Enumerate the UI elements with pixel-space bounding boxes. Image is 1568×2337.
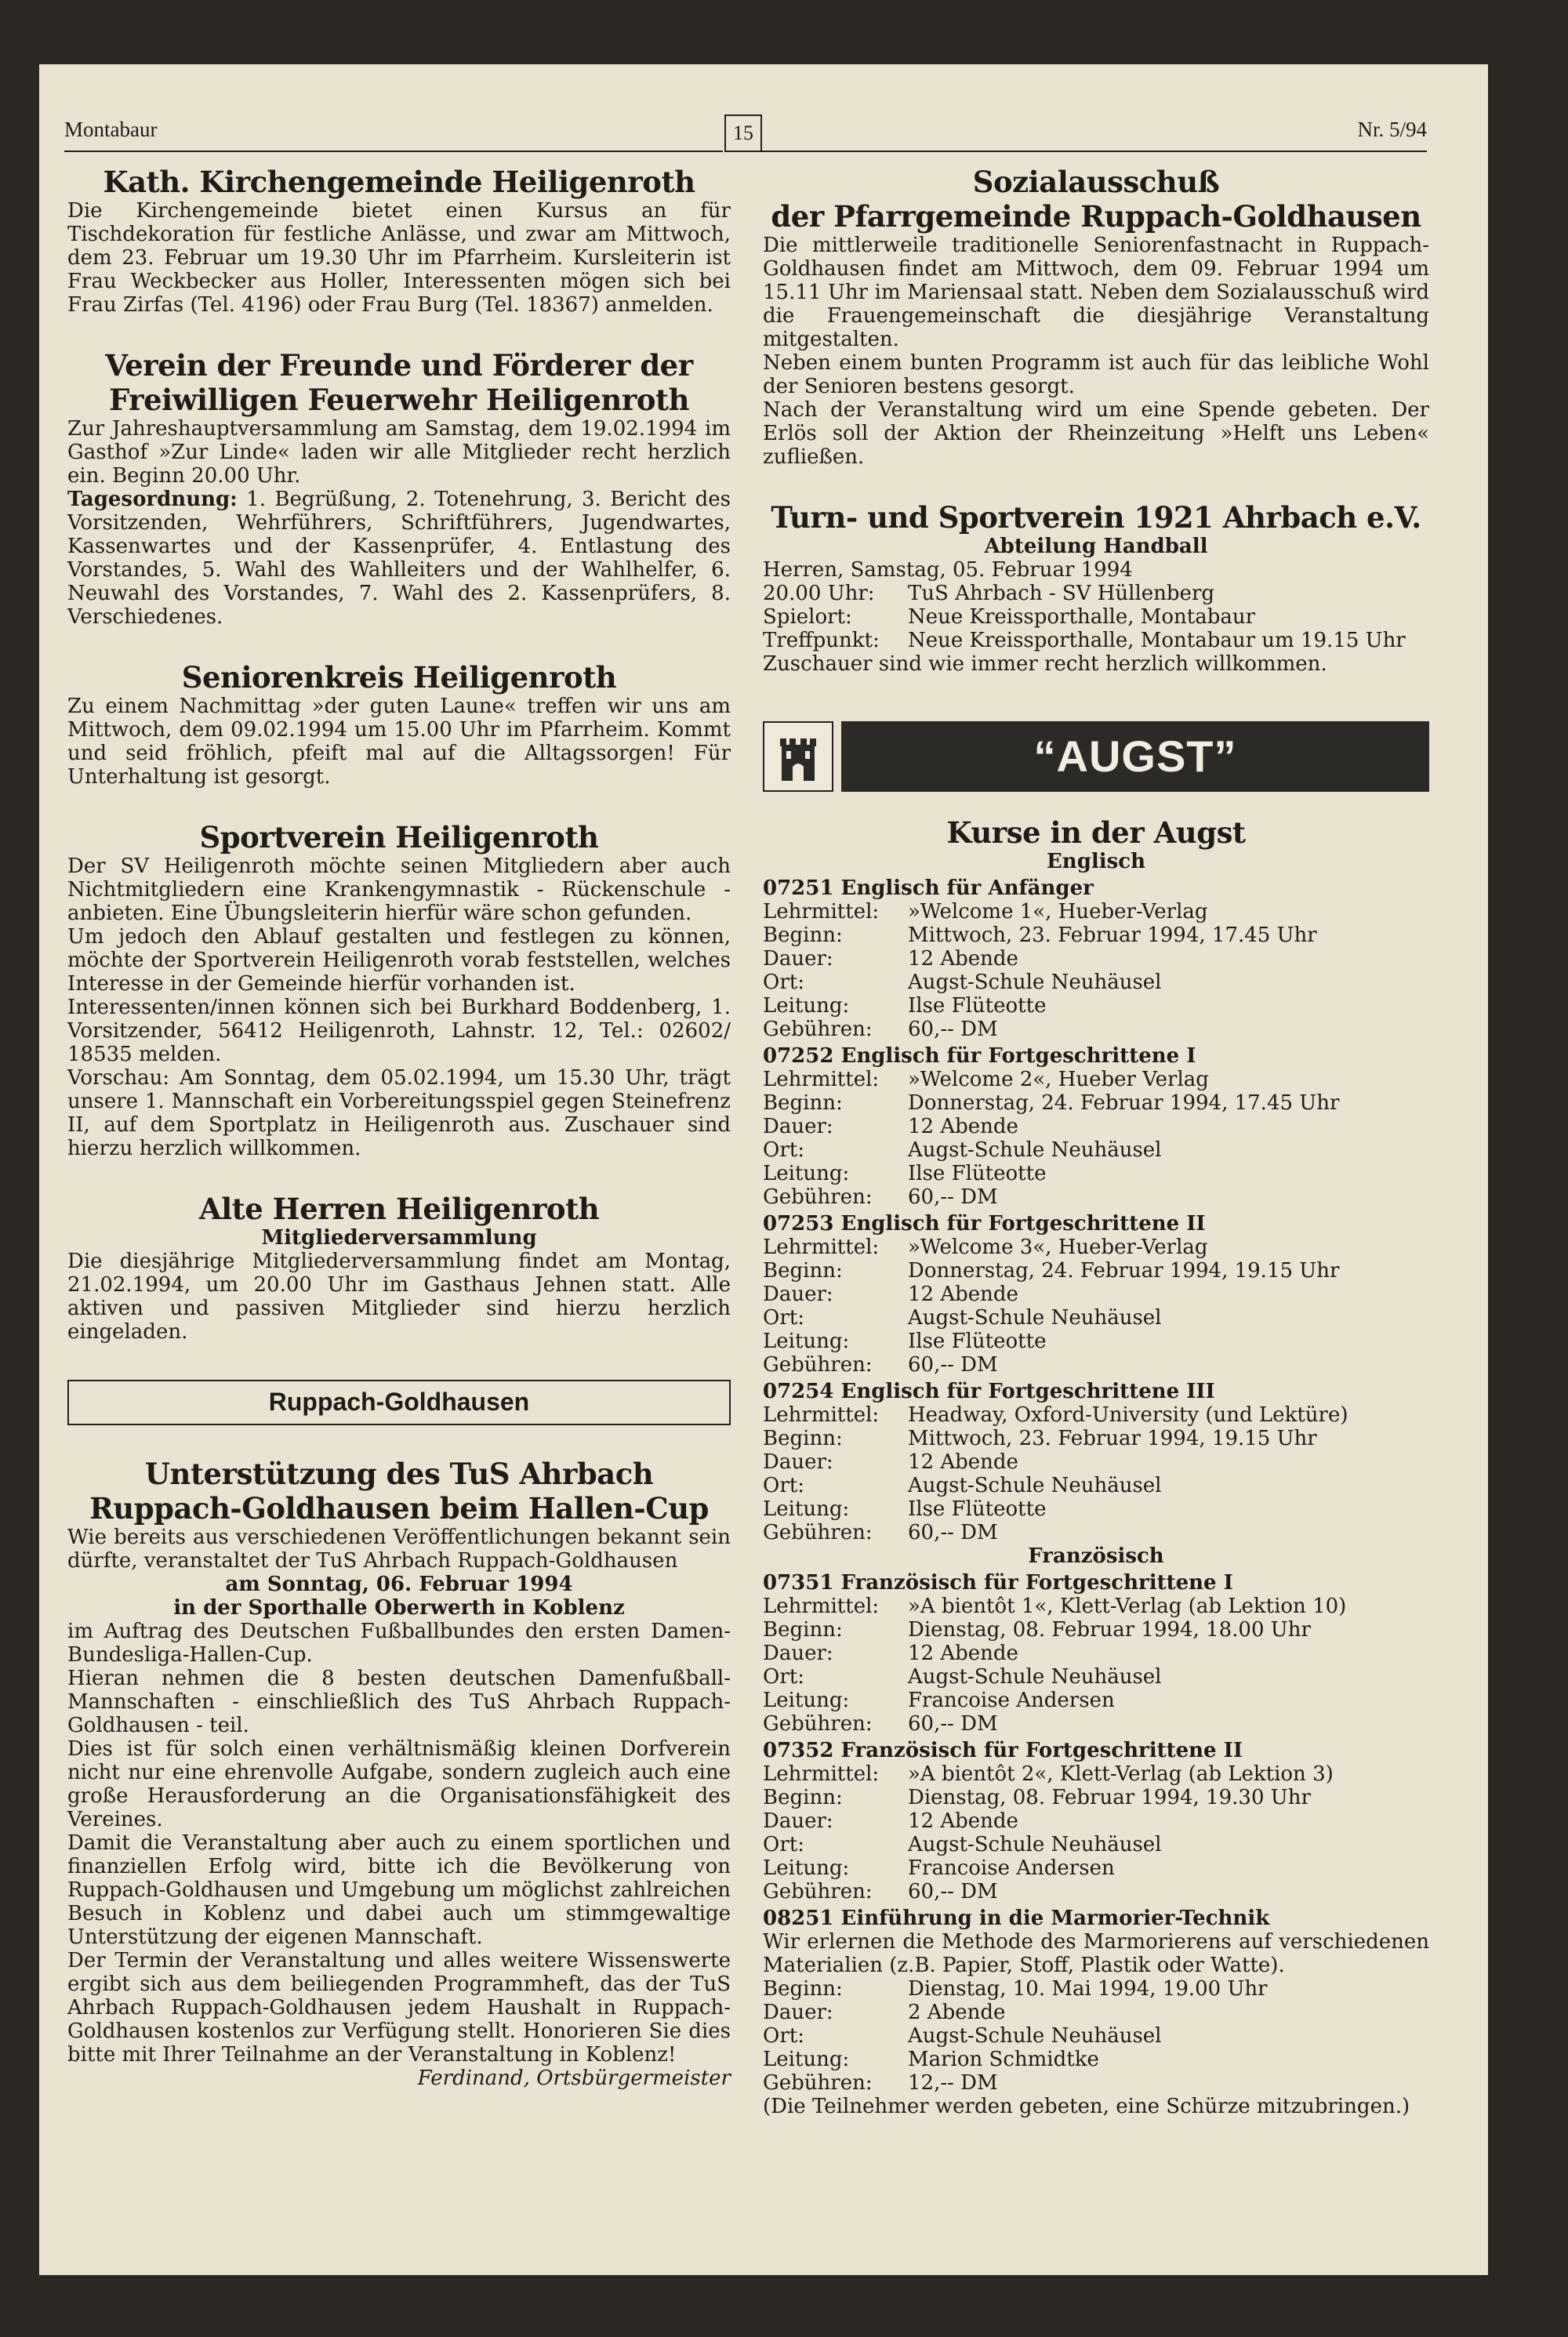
course-details bbox=[763, 1068, 1339, 1209]
match-table bbox=[763, 582, 1406, 652]
detail-value: Ilse Flüteotte bbox=[908, 1330, 1047, 1353]
detail-value: Mittwoch, 23. Februar 1994, 17.45 Uhr bbox=[908, 924, 1317, 947]
article-feuerwehr bbox=[67, 348, 731, 629]
detail-row bbox=[763, 1712, 1346, 1736]
detail-value: 12 Abende bbox=[908, 1642, 1018, 1665]
detail-row bbox=[763, 629, 1406, 652]
detail-row bbox=[763, 947, 1317, 971]
detail-value: 12 Abende bbox=[908, 1115, 1018, 1138]
title-line-2: Ruppach-Goldhausen beim Hallen-Cup bbox=[89, 1491, 709, 1526]
detail-row bbox=[763, 1403, 1348, 1427]
detail-row bbox=[763, 1642, 1346, 1665]
detail-value: Augst-Schule Neuhäusel bbox=[908, 1474, 1162, 1497]
detail-label: Beginn: bbox=[763, 1618, 843, 1642]
detail-row bbox=[763, 605, 1406, 629]
detail-label: Beginn: bbox=[763, 1091, 843, 1115]
article-text: Die mittlerweile traditionelle Seniorenfastnacht in Ruppach-Goldhausen findet am Mittwoch, dem 09. Februar 1994 um 15.11 Uhr im Mariensaal statt. Neben dem Sozialausschuß wird die Frauengemeinschaft die diesjährige Veranstaltung mitgestalten. bbox=[763, 234, 1429, 351]
detail-label: Gebühren: bbox=[763, 1185, 873, 1209]
article-senioren bbox=[67, 660, 731, 789]
detail-row bbox=[763, 1236, 1339, 1259]
detail-value: Ilse Flüteotte bbox=[908, 1497, 1047, 1521]
detail-label: Lehrmittel: bbox=[763, 1403, 880, 1427]
course-block bbox=[763, 876, 1429, 1041]
detail-label: Ort: bbox=[763, 1474, 804, 1497]
detail-label: Ort: bbox=[763, 1665, 804, 1689]
detail-label: Leitung: bbox=[763, 1856, 850, 1880]
detail-label: Dauer: bbox=[763, 1450, 833, 1474]
detail-value: Marion Schmidtke bbox=[908, 2048, 1099, 2071]
article-sozial bbox=[763, 165, 1429, 469]
detail-label: Gebühren: bbox=[763, 1880, 873, 1903]
detail-label: Treffpunkt: bbox=[763, 629, 880, 652]
article-text: Die diesjährige Mitgliederversammlung findet am Montag, 21.02.1994, um 20.00 Uhr im Gasthaus Jehnen statt. Alle aktiven und passiven Mitglieder sind hierzu herzlich eingeladen. bbox=[67, 1250, 731, 1344]
detail-label: Beginn: bbox=[763, 1786, 843, 1809]
match-line: Herren, Samstag, 05. Februar 1994 bbox=[763, 558, 1133, 582]
detail-label: Lehrmittel: bbox=[763, 1762, 880, 1786]
detail-row bbox=[763, 1833, 1334, 1856]
detail-row bbox=[763, 1259, 1339, 1283]
course-details bbox=[763, 1595, 1346, 1736]
article-title: Alte Herren Heiligenroth bbox=[198, 1192, 600, 1226]
detail-value: 60,-- DM bbox=[908, 1185, 998, 1209]
article-title bbox=[67, 1457, 731, 1526]
detail-value: Mittwoch, 23. Februar 1994, 19.15 Uhr bbox=[908, 1427, 1317, 1450]
detail-row bbox=[763, 1762, 1334, 1786]
course-note: (Die Teilnehmer werden gebeten, eine Schürze mitzubringen.) bbox=[763, 2095, 1410, 2118]
detail-row bbox=[763, 1162, 1339, 1185]
article-text: Wie bereits aus verschiedenen Veröffentlichungen bekannt sein dürfte, veranstaltet der TuS Ahrbach Ruppach-Goldhausen bbox=[67, 1526, 731, 1573]
course-details bbox=[763, 1236, 1339, 1377]
article-subtitle: Abteilung Handball bbox=[984, 535, 1208, 558]
detail-row bbox=[763, 1665, 1346, 1689]
banner-title: “AUGST” bbox=[841, 721, 1429, 792]
article-text: Damit die Veranstaltung aber auch zu einem sportlichen und finanziellen Erfolg wird, bitte ich die Bevölkerung von Ruppach-Goldhausen und Umgebung um möglichst zahlreichen Besuch in Koblenz und dabei auch um stimmgewaltige Unterstützung der eigenen Mannschaft. bbox=[67, 1831, 731, 1949]
detail-label: Ort: bbox=[763, 1138, 804, 1162]
detail-row bbox=[763, 1595, 1346, 1618]
augst-banner bbox=[763, 721, 1429, 792]
detail-value: Donnerstag, 24. Februar 1994, 19.15 Uhr bbox=[908, 1259, 1340, 1283]
detail-label: Lehrmittel: bbox=[763, 900, 880, 924]
article-text: Zur Jahreshauptversammlung am Samstag, dem 19.02.1994 im Gasthof »Zur Linde« laden wir alle Mitglieder recht herzlich ein. Beginn 20.00 Uhr. bbox=[67, 417, 731, 488]
detail-value: Augst-Schule Neuhäusel bbox=[908, 2024, 1162, 2048]
detail-label: Beginn: bbox=[763, 1427, 843, 1450]
detail-label: Ort: bbox=[763, 2024, 804, 2048]
article-kirche bbox=[67, 165, 731, 317]
detail-label: Dauer: bbox=[763, 1115, 833, 1138]
detail-value: 60,-- DM bbox=[908, 1521, 998, 1544]
detail-value: 2 Abende bbox=[908, 2001, 1006, 2024]
detail-label: Gebühren: bbox=[763, 1353, 873, 1377]
course-details bbox=[763, 1977, 1268, 2095]
detail-value: Augst-Schule Neuhäusel bbox=[908, 971, 1162, 994]
detail-row bbox=[763, 1856, 1334, 1880]
section-title: Kurse in der Augst bbox=[946, 815, 1246, 850]
detail-label: Dauer: bbox=[763, 1809, 833, 1833]
section-box-ruppach: Ruppach-Goldhausen bbox=[67, 1380, 731, 1425]
article-title: Turn- und Sportverein 1921 Ahrbach e.V. bbox=[771, 500, 1421, 535]
detail-value: Augst-Schule Neuhäusel bbox=[908, 1306, 1162, 1330]
detail-row bbox=[763, 1283, 1339, 1306]
detail-value: 60,-- DM bbox=[908, 1018, 998, 1041]
issue-number: Nr. 5/94 bbox=[1357, 118, 1427, 141]
detail-label: Gebühren: bbox=[763, 2071, 873, 2095]
detail-value: Ilse Flüteotte bbox=[908, 994, 1047, 1018]
article-text: Der Termin der Veranstaltung und alles weitere Wissenswerte ergibt sich aus dem beiliegenden Programmheft, das der TuS Ahrbach Ruppach-Goldhausen jedem Haushalt in Ruppach-Goldhausen kostenlos zur Verfügung stellt. Honorieren Sie dies bitte mit Ihrer Teilnahme an der Veranstaltung in Koblenz! bbox=[67, 1949, 731, 2067]
detail-value: »A bientôt 1«, Klett-Verlag (ab Lektion 10) bbox=[908, 1595, 1347, 1618]
detail-label: Ort: bbox=[763, 1833, 804, 1856]
article-text: Interessenten/innen können sich bei Burkhard Boddenberg, 1. Vorsitzender, 56412 Heiligenroth, Lahnstr. 12, Tel.: 02602/ 18535 melden. bbox=[67, 996, 731, 1066]
detail-value: Neue Kreissporthalle, Montabaur bbox=[908, 605, 1256, 629]
detail-value: 12,-- DM bbox=[908, 2071, 998, 2095]
article-title: Kath. Kirchengemeinde Heiligenroth bbox=[103, 165, 695, 199]
course-block bbox=[763, 1380, 1429, 1544]
article-text: Der SV Heiligenroth möchte seinen Mitgliedern aber auch Nichtmitgliedern eine Krankengymnastik - Rückenschule - anbieten. Eine Übungsleiterin hierfür wäre schon gefunden. bbox=[67, 855, 731, 925]
detail-label: Dauer: bbox=[763, 1642, 833, 1665]
detail-row bbox=[763, 1521, 1348, 1544]
article-title: Sportverein Heiligenroth bbox=[199, 820, 599, 855]
detail-value: 12 Abende bbox=[908, 1809, 1018, 1833]
detail-value: 12 Abende bbox=[908, 947, 1018, 971]
detail-label: Dauer: bbox=[763, 1283, 833, 1306]
course-title: 07254 Englisch für Fortgeschrittene III bbox=[763, 1380, 1215, 1403]
detail-label: Lehrmittel: bbox=[763, 1068, 880, 1091]
detail-row bbox=[763, 1618, 1346, 1642]
title-line-2: Freiwilligen Feuerwehr Heiligenroth bbox=[108, 383, 689, 417]
left-column bbox=[67, 165, 731, 2090]
courses-english bbox=[763, 876, 1429, 1544]
detail-value: »Welcome 3«, Hueber-Verlag bbox=[908, 1236, 1208, 1259]
detail-row bbox=[763, 1427, 1348, 1450]
title-line-2: der Pfarrgemeinde Ruppach-Goldhausen bbox=[771, 199, 1421, 234]
course-marmor bbox=[763, 1907, 1429, 2118]
detail-value: Dienstag, 10. Mai 1994, 19.00 Uhr bbox=[908, 1977, 1268, 2001]
detail-row bbox=[763, 1306, 1339, 1330]
course-title: 07351 Französisch für Fortgeschrittene I bbox=[763, 1571, 1233, 1595]
detail-row bbox=[763, 1786, 1334, 1809]
detail-value: »Welcome 2«, Hueber Verlag bbox=[908, 1068, 1209, 1091]
detail-label: Ort: bbox=[763, 1306, 804, 1330]
detail-value: Neue Kreissporthalle, Montabaur um 19.15 Uhr bbox=[908, 629, 1406, 652]
course-details bbox=[763, 1762, 1334, 1903]
detail-label: Gebühren: bbox=[763, 1521, 873, 1544]
detail-value: 12 Abende bbox=[908, 1283, 1018, 1306]
detail-value: Dienstag, 08. Februar 1994, 19.30 Uhr bbox=[908, 1786, 1311, 1809]
detail-row bbox=[763, 1880, 1334, 1903]
article-subtitle: Mitgliederversammlung bbox=[261, 1226, 537, 1250]
article-title: Seniorenkreis Heiligenroth bbox=[181, 660, 617, 695]
detail-value: Augst-Schule Neuhäusel bbox=[908, 1665, 1162, 1689]
detail-row bbox=[763, 1018, 1317, 1041]
detail-row bbox=[763, 1353, 1339, 1377]
subsection-franzoesisch: Französisch bbox=[1028, 1544, 1164, 1568]
detail-label: Beginn: bbox=[763, 1259, 843, 1283]
article-title bbox=[67, 348, 731, 417]
right-column bbox=[763, 165, 1429, 2118]
course-title: 08251 Einführung in die Marmorier-Technik bbox=[763, 1907, 1270, 1930]
detail-row bbox=[763, 1474, 1348, 1497]
detail-row bbox=[763, 1138, 1339, 1162]
article-text: Hieran nehmen die 8 besten deutschen Damenfußball-Mannschaften - einschließlich des TuS Ahrbach Ruppach-Goldhausen - teil. bbox=[67, 1667, 731, 1737]
title-line-1: Verein der Freunde und Förderer der bbox=[105, 348, 693, 383]
detail-row bbox=[763, 1091, 1339, 1115]
detail-row bbox=[763, 1977, 1268, 2001]
detail-label: Beginn: bbox=[763, 1977, 843, 2001]
closing-line: Zuschauer sind wie immer recht herzlich willkommen. bbox=[763, 652, 1327, 676]
article-turn bbox=[763, 500, 1429, 676]
article-text: im Auftrag des Deutschen Fußballbundes den ersten Damen-Bundesliga-Hallen-Cup. bbox=[67, 1620, 731, 1667]
detail-row bbox=[763, 2024, 1268, 2048]
article-text: Vorschau: Am Sonntag, dem 05.02.1994, um 15.30 Uhr, trägt unsere 1. Mannschaft ein Vorbereitungsspiel gegen Steinefrenz II, auf dem Sportplatz in Heiligenroth aus. Zuschauer sind hierzu herzlich willkommen. bbox=[67, 1066, 731, 1160]
detail-value: Dienstag, 08. Februar 1994, 18.00 Uhr bbox=[908, 1618, 1311, 1642]
article-text: Zu einem Nachmittag »der guten Laune« treffen wir uns am Mittwoch, dem 09.02.1994 um 15.00 Uhr im Pfarrheim. Kommt und seid fröhlich, pfeift mal auf die Alltagssorgen! Für Unterhaltung ist gesorgt. bbox=[67, 695, 731, 789]
signature: Ferdinand, Ortsbürgermeister bbox=[417, 2067, 731, 2090]
course-details bbox=[763, 1403, 1348, 1544]
article-altherren bbox=[67, 1192, 731, 1344]
article-text: Dies ist für solch einen verhältnismäßig kleinen Dorfverein nicht nur eine ehrenvolle Aufgabe, sondern zugleich auch eine große Herausforderung an die Organisationsfähigkeit des Vereines. bbox=[67, 1737, 731, 1831]
detail-value: 12 Abende bbox=[908, 1450, 1018, 1474]
detail-row bbox=[763, 2048, 1268, 2071]
header-rule-right bbox=[762, 151, 1427, 152]
header-rule-left bbox=[64, 151, 723, 152]
detail-row bbox=[763, 971, 1317, 994]
detail-label: Leitung: bbox=[763, 1162, 850, 1185]
agenda bbox=[67, 488, 731, 629]
detail-row bbox=[763, 1330, 1339, 1353]
detail-label: Leitung: bbox=[763, 1330, 850, 1353]
detail-label: Leitung: bbox=[763, 1689, 850, 1712]
kurse-section bbox=[763, 815, 1429, 2118]
article-title bbox=[763, 165, 1429, 234]
detail-row bbox=[763, 900, 1317, 924]
detail-value: »A bientôt 2«, Klett-Verlag (ab Lektion 3) bbox=[908, 1762, 1334, 1786]
detail-label: Dauer: bbox=[763, 947, 833, 971]
page-number: 15 bbox=[724, 114, 762, 152]
detail-value: Donnerstag, 24. Februar 1994, 17.45 Uhr bbox=[908, 1091, 1340, 1115]
detail-label: Dauer: bbox=[763, 2001, 833, 2024]
course-block bbox=[763, 1571, 1429, 1736]
detail-row bbox=[763, 1115, 1339, 1138]
detail-value: 60,-- DM bbox=[908, 1353, 998, 1377]
detail-row bbox=[763, 2071, 1268, 2095]
course-details bbox=[763, 900, 1317, 1041]
subsection-englisch: Englisch bbox=[1046, 850, 1146, 873]
detail-label: Leitung: bbox=[763, 1497, 850, 1521]
detail-value: Augst-Schule Neuhäusel bbox=[908, 1833, 1162, 1856]
course-block bbox=[763, 1739, 1429, 1903]
detail-row bbox=[763, 1809, 1334, 1833]
detail-label: Gebühren: bbox=[763, 1018, 873, 1041]
detail-value: Headway, Oxford-University (und Lektüre) bbox=[908, 1403, 1348, 1427]
detail-value: 60,-- DM bbox=[908, 1880, 998, 1903]
agenda-text: 1. Begrüßung, 2. Totenehrung, 3. Bericht des Vorsitzenden, Wehrführers, Schriftführers, Jugendwartes, Kassenwartes und der Kassenprüfer, 4. Entlastung des Vorstandes, 5. Wahl des Wahlleiters und der Wahlhelfer, 6. Neuwahl des Vorstandes, 7. Wahl des 2. Kassenprüfers, 8. Verschiedenes. bbox=[67, 488, 731, 629]
detail-label: Leitung: bbox=[763, 2048, 850, 2071]
detail-row bbox=[763, 1068, 1339, 1091]
detail-value: TuS Ahrbach - SV Hüllenberg bbox=[908, 582, 1215, 605]
course-block bbox=[763, 1212, 1429, 1377]
article-text: Neben einem bunten Programm ist auch für das leibliche Wohl der Senioren bestens gesorgt. bbox=[763, 351, 1429, 398]
title-line-1: Unterstützung des TuS Ahrbach bbox=[144, 1457, 654, 1491]
detail-value: »Welcome 1«, Hueber-Verlag bbox=[908, 900, 1208, 924]
detail-row bbox=[763, 582, 1406, 605]
detail-row bbox=[763, 2001, 1268, 2024]
detail-value: 60,-- DM bbox=[908, 1712, 998, 1736]
agenda-label: Tagesordnung: bbox=[67, 488, 238, 511]
course-description: Wir erlernen die Methode des Marmorierens auf verschiedenen Materialien (z.B. Papier, Stoff, Plastik oder Watte). bbox=[763, 1930, 1429, 1977]
detail-value: Ilse Flüteotte bbox=[908, 1162, 1047, 1185]
detail-label: Spielort: bbox=[763, 605, 852, 629]
event-place: in der Sporthalle Oberwerth in Koblenz bbox=[173, 1596, 625, 1620]
article-tus bbox=[67, 1457, 731, 2090]
detail-label: Gebühren: bbox=[763, 1712, 873, 1736]
detail-label: Lehrmittel: bbox=[763, 1236, 880, 1259]
article-text: Die Kirchengemeinde bietet einen Kursus an für Tischdekoration für festliche Anlässe, und zwar am Mittwoch, dem 23. Februar um 19.30 Uhr im Pfarrheim. Kursleiterin ist Frau Weckbecker aus Holler, Interessenten mögen sich bei Frau Zirfas (Tel. 4196) oder Frau Burg (Tel. 18367) anmelden. bbox=[67, 199, 731, 317]
detail-label: Ort: bbox=[763, 971, 804, 994]
detail-row bbox=[763, 1689, 1346, 1712]
course-title: 07352 Französisch für Fortgeschrittene II bbox=[763, 1739, 1243, 1762]
detail-row bbox=[763, 994, 1317, 1018]
article-sportverein bbox=[67, 820, 731, 1160]
detail-row bbox=[763, 1497, 1348, 1521]
article-text: Nach der Veranstaltung wird um eine Spende gebeten. Der Erlös soll der Aktion der Rheinzeitung »Helft uns Leben« zufließen. bbox=[763, 398, 1429, 469]
detail-row bbox=[763, 1185, 1339, 1209]
detail-value: Francoise Andersen bbox=[908, 1689, 1115, 1712]
course-title: 07251 Englisch für Anfänger bbox=[763, 876, 1094, 900]
header-town: Montabaur bbox=[64, 118, 158, 141]
detail-row bbox=[763, 924, 1317, 947]
article-text: Um jedoch den Ablauf gestalten und festlegen zu können, möchte der Sportverein Heiligenroth vorab feststellen, welches Interesse in der Gemeinde hierfür vorhanden ist. bbox=[67, 925, 731, 996]
event-date: am Sonntag, 06. Februar 1994 bbox=[225, 1573, 573, 1596]
course-block bbox=[763, 1044, 1429, 1209]
detail-label: Leitung: bbox=[763, 994, 850, 1018]
detail-label: Lehrmittel: bbox=[763, 1595, 880, 1618]
detail-value: Francoise Andersen bbox=[908, 1856, 1115, 1880]
tower-logo-icon bbox=[763, 721, 833, 792]
course-title: 07253 Englisch für Fortgeschrittene II bbox=[763, 1212, 1206, 1236]
course-title: 07252 Englisch für Fortgeschrittene I bbox=[763, 1044, 1196, 1068]
detail-label: 20.00 Uhr: bbox=[763, 582, 875, 605]
detail-value: Augst-Schule Neuhäusel bbox=[908, 1138, 1162, 1162]
courses-french bbox=[763, 1571, 1429, 1903]
title-line-1: Sozialausschuß bbox=[972, 165, 1220, 199]
detail-label: Beginn: bbox=[763, 924, 843, 947]
detail-row bbox=[763, 1450, 1348, 1474]
